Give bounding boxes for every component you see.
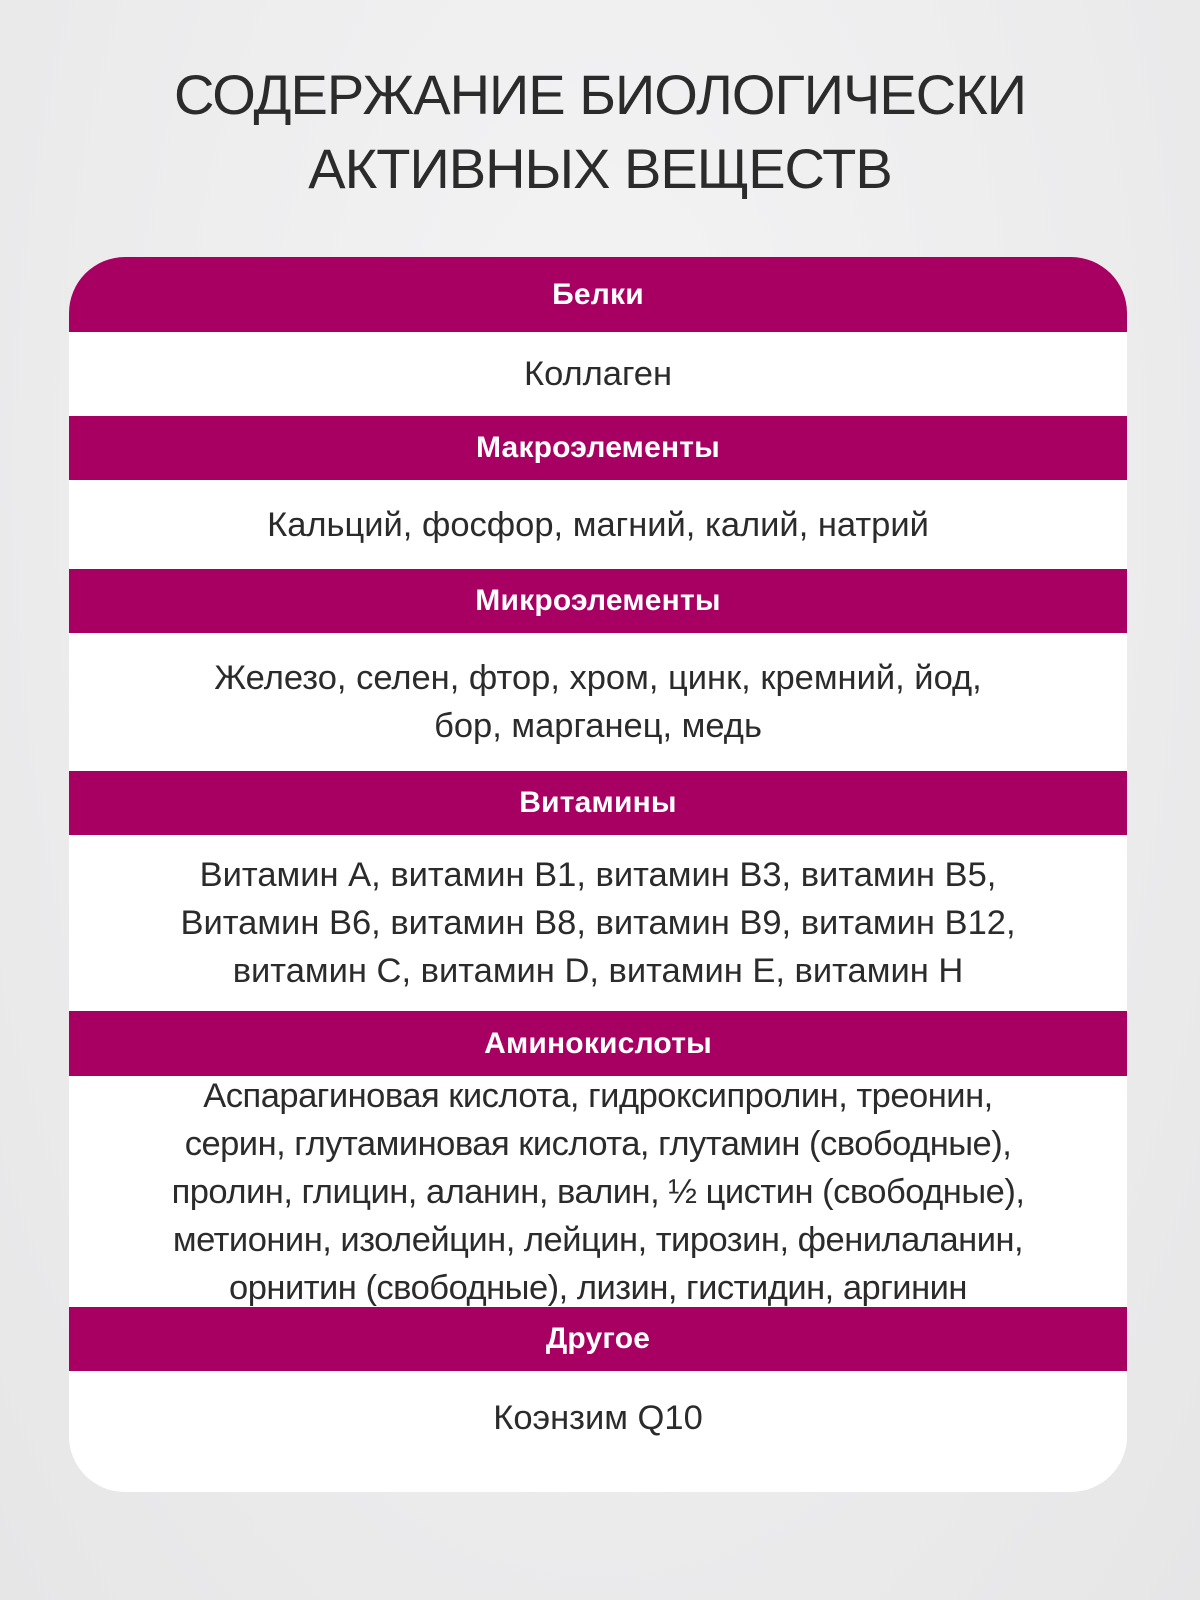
section-header-vitamins [69, 771, 1127, 835]
page-title-line-1: СОДЕРЖАНИЕ БИОЛОГИЧЕСКИ [174, 63, 1026, 126]
composition-table [69, 257, 1127, 1492]
section-header-label: Макроэлементы [476, 431, 720, 464]
section-value-vitamins [69, 835, 1127, 1011]
section-value-line: Коэнзим Q10 [493, 1398, 703, 1437]
section-value-microelements [69, 633, 1127, 771]
section-value-line: Аспарагиновая кислота, гидроксипролин, треонин, [203, 1076, 993, 1115]
section-value-amino-acids [69, 1076, 1127, 1307]
section-header-amino-acids [69, 1011, 1127, 1076]
section-header-proteins [69, 257, 1127, 332]
section-header-other [69, 1307, 1127, 1371]
section-header-label: Микроэлементы [475, 584, 721, 617]
section-value-proteins [69, 332, 1127, 416]
page-title-line-2: АКТИВНЫХ ВЕЩЕСТВ [308, 137, 892, 200]
section-header-label: Витамины [519, 786, 677, 819]
section-header-label: Аминокислоты [484, 1026, 712, 1060]
section-value-line: Витамин B6, витамин B8, витамин B9, витамин B12, [180, 904, 1016, 942]
section-header-macroelements [69, 416, 1127, 480]
section-value-line: метионин, изолейцин, лейцин, тирозин, фенилаланин, [172, 1220, 1024, 1259]
section-header-microelements [69, 569, 1127, 633]
page-title [0, 58, 1200, 206]
section-value-line: Коллаген [523, 355, 673, 393]
section-value-line: орнитин (свободные), лизин, гистидин, аргинин [229, 1268, 967, 1307]
section-value-line: витамин C, витамин D, витамин E, витамин H [232, 952, 964, 990]
section-value-line: Кальций, фосфор, магний, калий, натрий [267, 505, 929, 544]
section-value-macroelements [69, 480, 1127, 569]
section-value-other [69, 1371, 1127, 1464]
section-value-line: серин, глутаминовая кислота, глутамин (свободные), [184, 1124, 1012, 1163]
section-value-line: бор, марганец, медь [434, 707, 762, 745]
section-value-line: Железо, селен, фтор, хром, цинк, кремний, йод, [214, 659, 982, 697]
section-value-line: Витамин A, витамин B1, витамин B3, витамин B5, [199, 856, 997, 894]
section-header-label: Другое [545, 1322, 651, 1355]
section-value-line: пролин, глицин, аланин, валин, ½ цистин (свободные), [171, 1172, 1025, 1211]
section-header-label: Белки [552, 277, 644, 311]
